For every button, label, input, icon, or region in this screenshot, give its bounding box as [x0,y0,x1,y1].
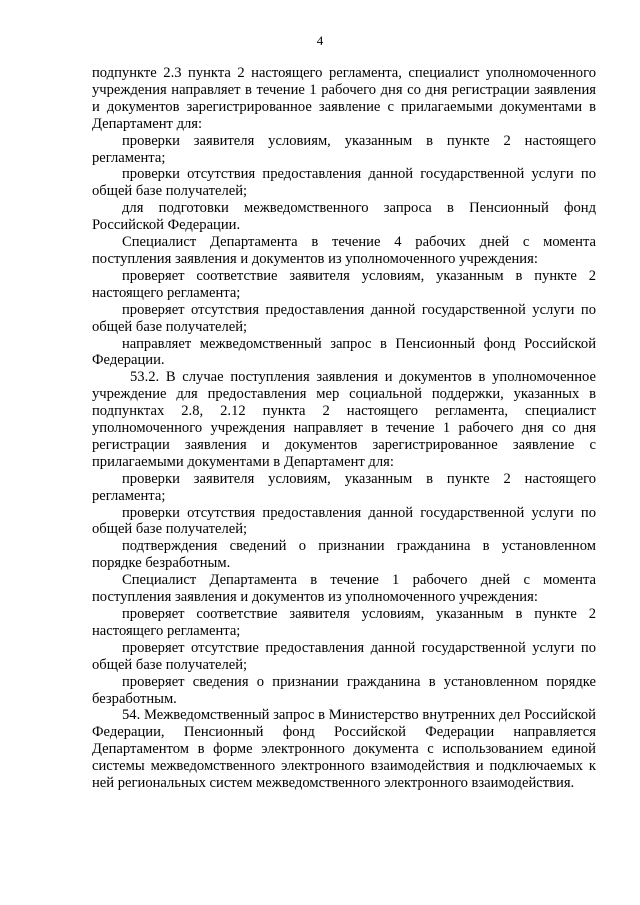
page-number: 4 [316,33,324,48]
document-body [92,65,596,792]
paragraph: проверяет сведения о признании гражданина в установленном порядке безработным. [92,673,596,707]
paragraph: проверяет соответствие заявителя условиям, указанным в пункте 2 настоящего регламента; [92,606,596,639]
paragraph: проверяет отсутствие предоставления данной государственной услуги по общей базе получателей; [92,639,596,673]
paragraph: Специалист Департамента в течение 4 рабочих дней с момента поступления заявления и документов из уполномоченного учреждения: [92,234,596,267]
paragraph: проверки заявителя условиям, указанным в пункте 2 настоящего регламента; [92,470,596,504]
paragraph: подпункте 2.3 пункта 2 настоящего регламента, специалист уполномоченного учреждения направляет в течение 1 рабочего дня со дня регистрации заявления и документов зарегистрированное заявление с прилагаемыми документами в Департамент для: [92,65,596,132]
paragraph: подтверждения сведений о признании гражданина в установленном порядке безработным. [92,538,596,572]
paragraph: направляет межведомственный запрос в Пенсионный фонд Российской Федерации. [92,335,596,369]
paragraph: 54. Межведомственный запрос в Министерство внутренних дел Российской Федерации, Пенсионный фонд Российской Федерации направляется Департаментом в форме электронного документа с использованием единой системы межведомственного электронного взаимодействия и подключаемых к ней региональных систем межведомственного электронного взаимодействия. [92,707,596,792]
paragraph: Специалист Департамента в течение 1 рабочего дней с момента поступления заявления и документов из уполномоченного учреждения: [92,572,596,606]
paragraph: проверяет отсутствия предоставления данной государственной услуги по общей базе получателей; [92,301,596,335]
paragraph: проверки отсутствия предоставления данной государственной услуги по общей базе получателей; [92,504,596,538]
paragraph: проверки отсутствия предоставления данной государственной услуги по общей базе получателей; [92,166,596,200]
paragraph: для подготовки межведомственного запроса в Пенсионный фонд Российской Федерации. [92,200,596,234]
paragraph: проверки заявителя условиям, указанным в пункте 2 настоящего регламента; [92,132,596,166]
paragraph: проверяет соответствие заявителя условиям, указанным в пункте 2 настоящего регламента; [92,267,596,301]
paragraph: 53.2. В случае поступления заявления и документов в уполномоченное учреждение для предоставления мер социальной поддержки, указанных в подпунктах 2.8, 2.12 пункта 2 настоящего регламента, специалист уполномоченного учреждения направляет в течение 1 рабочего дня со дня регистрации заявления и документов зарегистрированное заявление с прилагаемыми документами в Департамент для: [92,369,596,470]
